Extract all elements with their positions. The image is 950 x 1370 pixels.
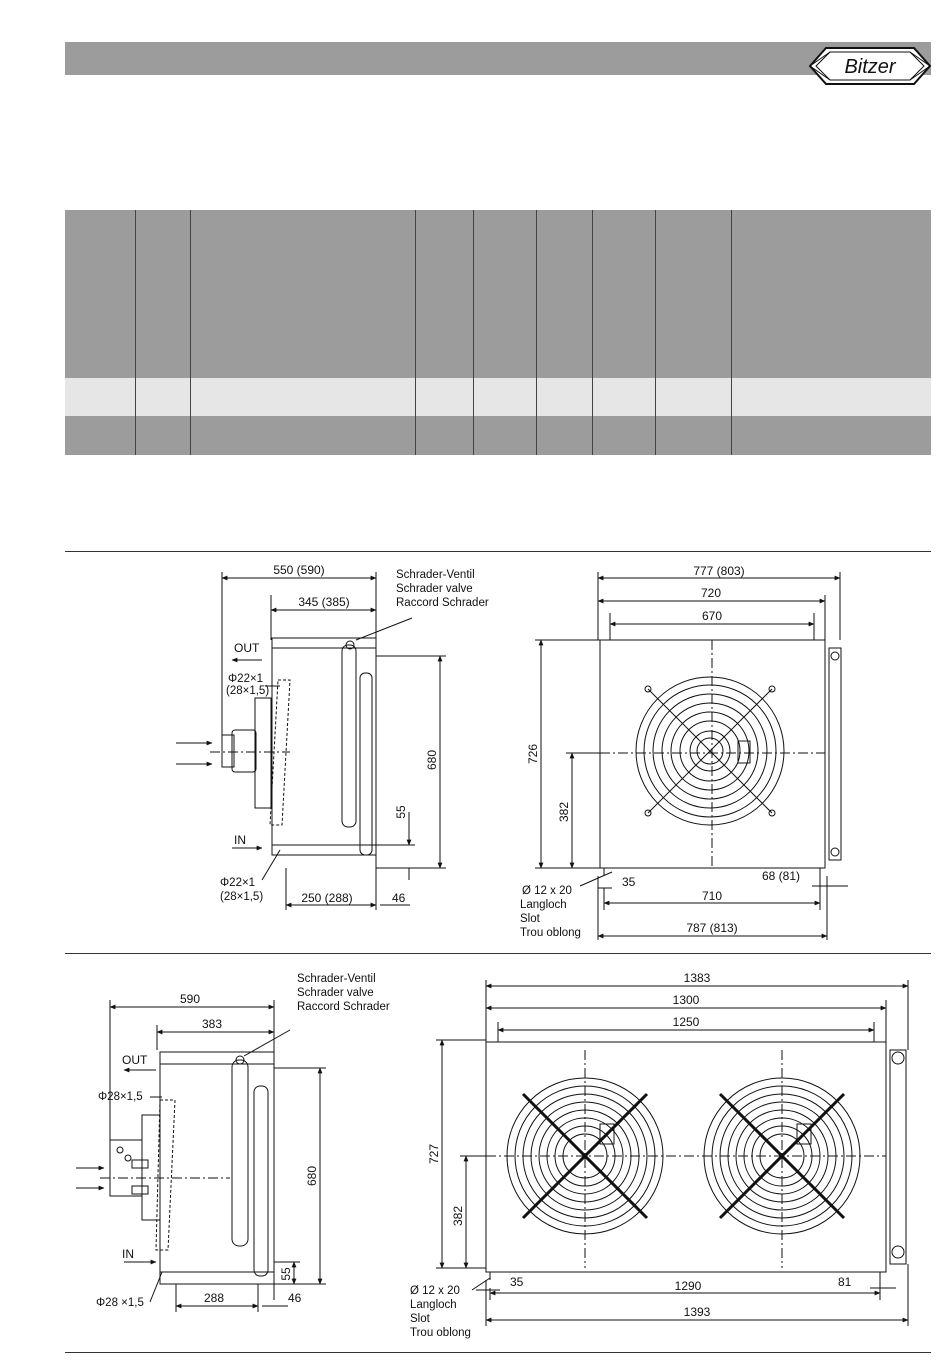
pipe-out-label: Φ28×1,5 bbox=[98, 1091, 143, 1103]
slot-label-de: Langloch bbox=[520, 899, 567, 911]
in-label: IN bbox=[122, 1247, 134, 1261]
dim-foot-span: 1290 bbox=[674, 1279, 702, 1293]
valve-label-de: Schrader-Ventil bbox=[396, 569, 475, 581]
slot-size-label: Ø 12 x 20 bbox=[522, 885, 572, 897]
valve-label-fr: Raccord Schrader bbox=[297, 1001, 390, 1013]
dim-front-height: 727 bbox=[427, 1143, 441, 1165]
dim-height: 680 bbox=[305, 1165, 319, 1187]
pipe-out-label: Φ22×1 bbox=[228, 673, 264, 685]
dim-height: 680 bbox=[425, 749, 439, 771]
dim-low: 55 bbox=[394, 805, 408, 819]
slot-label-de: Langloch bbox=[410, 1299, 457, 1311]
pipe-in-label: Φ28 ×1,5 bbox=[96, 1297, 144, 1309]
dim-front-height: 726 bbox=[526, 743, 540, 765]
valve-label-en: Schrader valve bbox=[396, 583, 473, 595]
dim-coil-depth: 345 (385) bbox=[298, 595, 350, 609]
pipe-in-alt-label: (28×1,5) bbox=[220, 891, 264, 903]
valve-label-en: Schrader valve bbox=[297, 987, 374, 999]
dim-edge: 46 bbox=[288, 1291, 302, 1305]
dim-foot: 288 bbox=[203, 1291, 225, 1305]
dim-coil-depth: 383 bbox=[201, 1017, 223, 1031]
in-label: IN bbox=[234, 833, 246, 847]
dim-left-offset: 35 bbox=[622, 875, 636, 889]
dim-right-offset: 81 bbox=[838, 1275, 852, 1289]
valve-label-fr: Raccord Schrader bbox=[396, 597, 489, 609]
dim-center-height: 382 bbox=[451, 1205, 465, 1227]
dim-right-offset: 68 (81) bbox=[762, 869, 801, 883]
pipe-out-alt-label: (28×1,5) bbox=[226, 685, 270, 697]
out-label: OUT bbox=[122, 1053, 148, 1067]
bottom-side-view bbox=[76, 1000, 326, 1312]
dim-width-1: 777 (803) bbox=[693, 564, 745, 578]
dim-low: 55 bbox=[279, 1267, 293, 1281]
bottom-side-labels bbox=[96, 973, 390, 1309]
dim-width-1: 1383 bbox=[683, 971, 711, 985]
slot-label-en: Slot bbox=[410, 1313, 430, 1325]
dim-left-offset: 35 bbox=[510, 1275, 524, 1289]
dim-width-2: 1300 bbox=[672, 993, 700, 1007]
dim-overall-bottom: 1393 bbox=[683, 1305, 711, 1319]
dim-width-2: 720 bbox=[700, 586, 722, 600]
top-side-view bbox=[176, 572, 446, 910]
slot-size-label: Ø 12 x 20 bbox=[410, 1285, 460, 1297]
top-side-labels bbox=[220, 563, 489, 905]
slot-label-en: Slot bbox=[520, 913, 540, 925]
dim-center-height: 382 bbox=[557, 801, 571, 823]
dim-overall-bottom: 787 (813) bbox=[686, 921, 738, 935]
dim-width-3: 1250 bbox=[672, 1015, 700, 1029]
dim-foot: 250 (288) bbox=[301, 891, 353, 905]
slot-label-fr: Trou oblong bbox=[410, 1327, 471, 1339]
dim-foot-span: 710 bbox=[701, 889, 723, 903]
top-front-view bbox=[535, 572, 848, 940]
dim-overall-depth: 590 bbox=[179, 992, 201, 1006]
slot-label-fr: Trou oblong bbox=[520, 927, 581, 939]
valve-label-de: Schrader-Ventil bbox=[297, 973, 376, 985]
dim-overall-depth: 550 (590) bbox=[273, 563, 325, 577]
dim-width-3: 670 bbox=[701, 609, 723, 623]
dim-edge: 46 bbox=[392, 891, 406, 905]
out-label: OUT bbox=[234, 641, 260, 655]
logo-text: Bitzer bbox=[844, 56, 896, 78]
pipe-in-label: Φ22×1 bbox=[220, 877, 256, 889]
